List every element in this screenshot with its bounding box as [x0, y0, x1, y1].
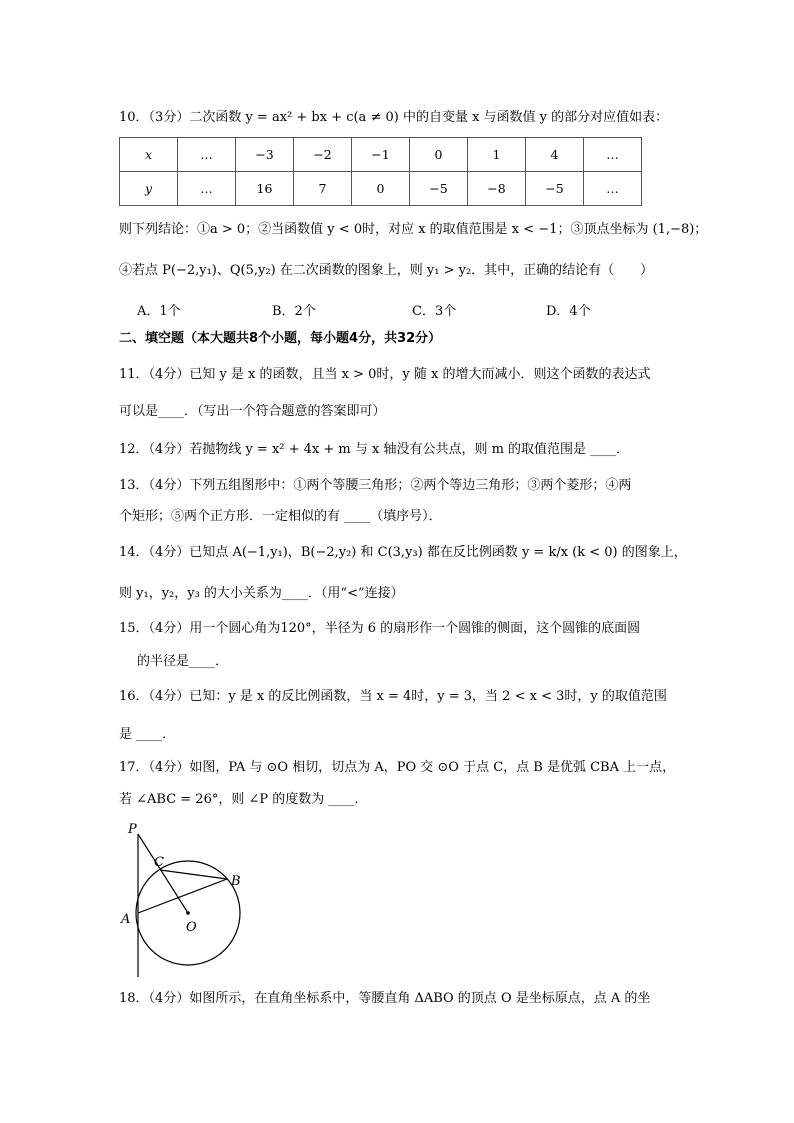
q10-stem: 10．（3分）二次函数 y = ax² + bx + c(a ≠ 0) 中的自变量 x 与函数值 y 的部分对应值如表：	[119, 110, 669, 125]
table-cell: −8	[468, 172, 526, 206]
q15-line1: 15．（4分）用一个圆心角为120°，半径为 6 的扇形作一个圆锥的侧面，这个圆锥的底面圆	[119, 621, 641, 636]
table-cell: 1	[468, 138, 526, 172]
q16-line1: 16．（4分）已知：y 是 x 的反比例函数，当 x = 4时，y = 3，当 2 < x < 3时，y 的取值范围	[119, 689, 667, 704]
table-cell: …	[178, 138, 236, 172]
q17-line1: 17．（4分）如图，PA 与 ⊙O 相切，切点为 A，PO 交 ⊙O 于点 C，点 B 是优弧 CBA 上一点，	[119, 760, 676, 775]
table-row-y	[120, 172, 642, 206]
center-point	[186, 911, 190, 915]
label-b: B	[231, 874, 241, 889]
table-cell: …	[178, 172, 236, 206]
q13-line1: 13．（4分）下列五组图形中：①两个等腰三角形；②两个等边三角形；③两个菱形；④两	[119, 478, 632, 493]
q12: 12．（4分）若抛物线 y = x² + 4x + m 与 x 轴没有公共点，则 m 的取值范围是 ____．	[119, 442, 630, 457]
q10-conclusions: 则下列结论：①a > 0；②当函数值 y < 0时，对应 x 的取值范围是 x < −1；③顶点坐标为 (1,−8)；	[119, 222, 708, 237]
label-p: P	[128, 822, 137, 837]
value-table	[119, 137, 642, 206]
q11-line2: 可以是____．（写出一个符合题意的答案即可）	[119, 404, 386, 419]
label-c: C	[154, 855, 164, 870]
table-cell: 7	[294, 172, 352, 206]
choice-a[interactable]: A．1个	[137, 304, 181, 319]
q17-line2: 若 ∠ABC = 26°，则 ∠P 的度数为 ____．	[119, 792, 368, 807]
table-cell: 0	[352, 172, 410, 206]
choice-b[interactable]: B．2个	[272, 304, 316, 319]
tangent-circle-figure	[112, 817, 262, 992]
label-a: A	[121, 912, 131, 927]
table-cell: …	[584, 138, 642, 172]
table-cell: −3	[236, 138, 294, 172]
chord-cb	[160, 870, 227, 879]
table-cell: 4	[526, 138, 584, 172]
table-cell: −1	[352, 138, 410, 172]
table-cell: 16	[236, 172, 294, 206]
q15-line2: 的半径是____．	[137, 654, 229, 669]
line-po	[138, 834, 188, 913]
q14-line1: 14．（4分）已知点 A(−1,y₁)，B(−2,y₂) 和 C(3,y₃) 都在反比例函数 y = k/x (k < 0) 的图象上，	[119, 545, 687, 560]
choice-c[interactable]: C．3个	[412, 304, 457, 319]
table-cell: x	[120, 138, 178, 172]
q14-line2: 则 y₁，y₂，y₃ 的大小关系为____．（用“<”连接）	[119, 586, 404, 601]
q18: 18．（4分）如图所示，在直角坐标系中，等腰直角 ΔABO 的顶点 O 是坐标原点，点 A 的坐	[119, 991, 651, 1006]
table-cell: −2	[294, 138, 352, 172]
chord-ab	[138, 879, 227, 913]
table-cell: y	[120, 172, 178, 206]
q16-line2: 是 ____．	[119, 727, 176, 742]
table-cell: …	[584, 172, 642, 206]
q11-line1: 11．（4分）已知 y 是 x 的函数，且当 x > 0时，y 随 x 的增大而减小．则这个函数的表达式	[119, 367, 651, 382]
q10-point4: ④若点 P(−2,y₁)、Q(5,y₂) 在二次函数的图象上，则 y₁ > y₂．其中，正确的结论有（ ）	[119, 263, 654, 278]
section-title: 二、填空题（本大题共8个小题，每小题4分，共32分）	[119, 331, 442, 346]
table-cell: 0	[410, 138, 468, 172]
table-row-x	[120, 138, 642, 172]
table-cell: −5	[410, 172, 468, 206]
q13-line2: 个矩形；⑤两个正方形．一定相似的有 ____（填序号）．	[119, 509, 442, 524]
choice-d[interactable]: D．4个	[546, 304, 591, 319]
label-o: O	[186, 920, 197, 935]
table-cell: −5	[526, 172, 584, 206]
